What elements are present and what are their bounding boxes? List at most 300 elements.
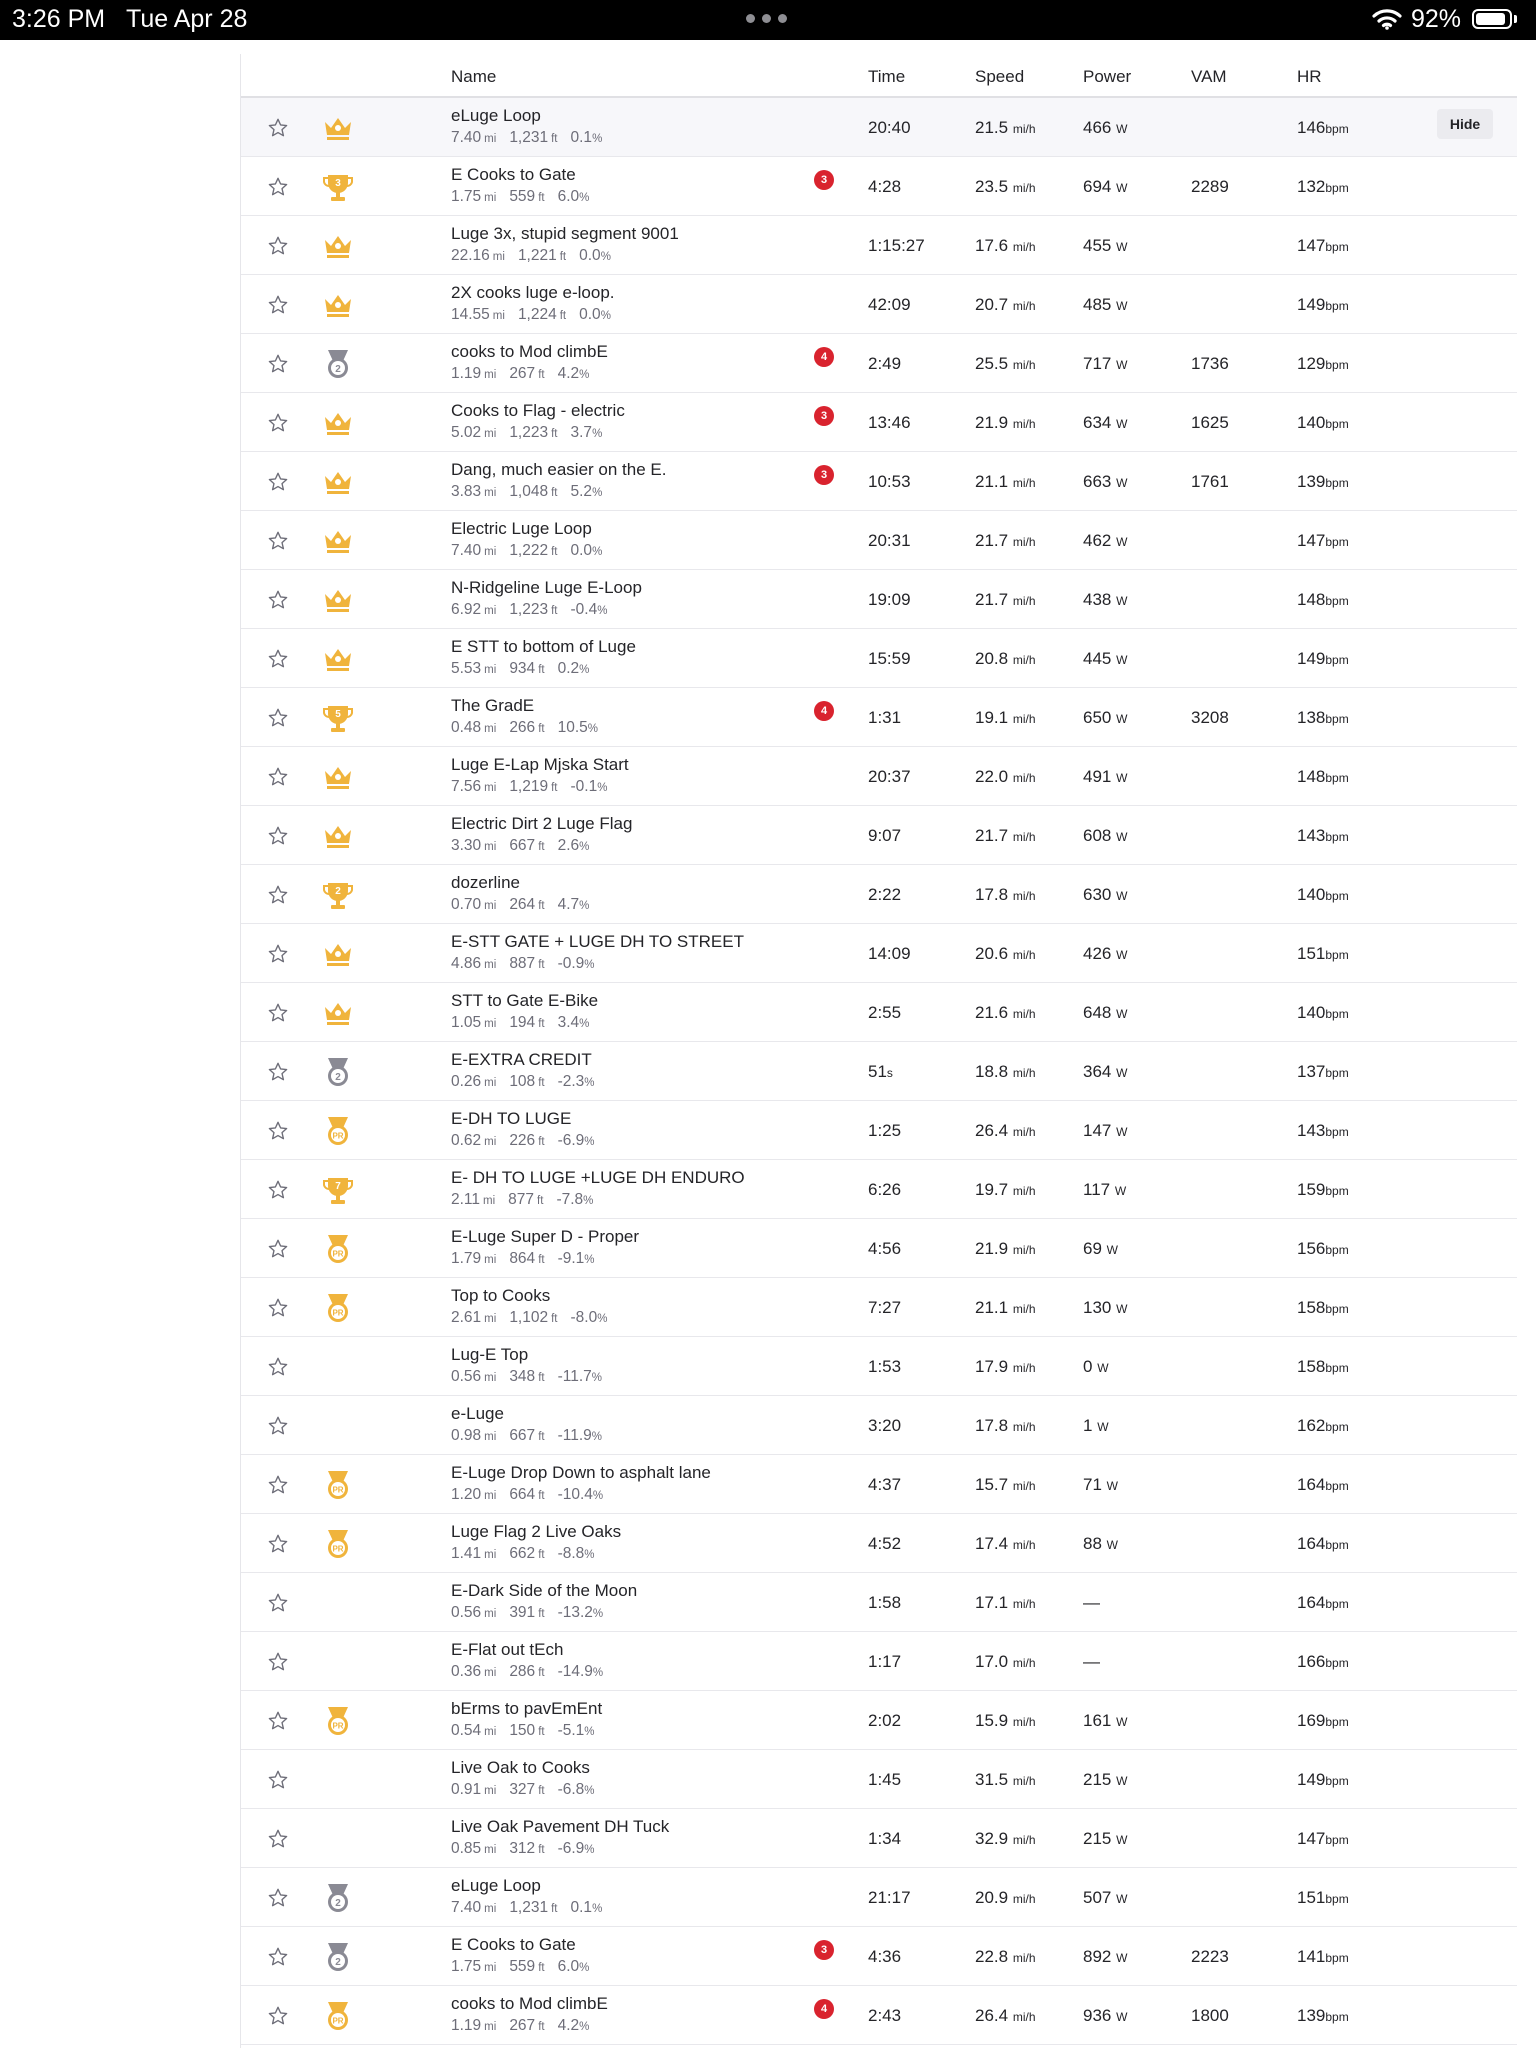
star-icon[interactable] (267, 1828, 289, 1850)
pr-icon (321, 1114, 355, 1148)
star-icon[interactable] (267, 884, 289, 906)
time-value: 1:45 (868, 1770, 902, 1789)
star-icon[interactable] (267, 648, 289, 670)
power-value: 0 W (1083, 1357, 1109, 1376)
star-icon[interactable] (267, 1710, 289, 1732)
hr-value: 147bpm (1297, 531, 1349, 550)
segment-stats: 1.05 mi 194 ft 3.4% (451, 1014, 590, 1031)
star-icon[interactable] (267, 1297, 289, 1319)
table-row[interactable] (241, 1042, 1517, 1101)
star-icon[interactable] (267, 530, 289, 552)
time-value: 4:37 (868, 1475, 902, 1494)
svg-text:2: 2 (335, 1072, 341, 1083)
segment-stats: 0.56 mi 391 ft -13.2% (451, 1604, 604, 1621)
segment-name[interactable]: E-Luge Drop Down to asphalt lane (451, 1463, 711, 1482)
segment-name[interactable]: e-Luge (451, 1404, 504, 1423)
pr-icon (321, 1468, 355, 1502)
power-value: 88 W (1083, 1534, 1118, 1553)
header-time[interactable]: Time (868, 67, 906, 86)
time-value: 1:34 (868, 1829, 902, 1848)
power-value: 438 W (1083, 590, 1128, 609)
segment-stats: 7.56 mi 1,219 ft -0.1% (451, 778, 608, 795)
power-value: 694 W (1083, 177, 1128, 196)
power-value: 147 W (1083, 1121, 1128, 1140)
segment-stats: 3.30 mi 667 ft 2.6% (451, 837, 590, 854)
vam-value: 2223 (1191, 1947, 1229, 1966)
speed-value: 26.4 mi/h (975, 1121, 1036, 1140)
hr-value: 162bpm (1297, 1416, 1349, 1435)
vam-value: 2289 (1191, 177, 1229, 196)
time-value: 1:17 (868, 1652, 902, 1671)
segment-name[interactable]: E STT to bottom of Luge (451, 637, 636, 656)
star-icon[interactable] (267, 2005, 289, 2027)
time-value: 4:52 (868, 1534, 902, 1553)
table-row[interactable] (241, 1691, 1517, 1750)
segment-stats: 7.40 mi 1,231 ft 0.1% (451, 1899, 603, 1916)
table-row[interactable] (241, 570, 1517, 629)
segment-stats: 1.19 mi 267 ft 4.2% (451, 2017, 590, 2034)
segment-name[interactable]: Live Oak Pavement DH Tuck (451, 1817, 670, 1836)
climb-category-badge: 3 (814, 465, 834, 485)
hr-value: 164bpm (1297, 1475, 1349, 1494)
table-row[interactable] (241, 216, 1517, 275)
medal-icon (321, 1940, 355, 1974)
speed-value: 17.9 mi/h (975, 1357, 1036, 1376)
power-value: 608 W (1083, 826, 1128, 845)
segment-name[interactable]: cooks to Mod climbE (451, 1994, 608, 2013)
segment-name[interactable]: eLuge Loop (451, 106, 541, 125)
star-icon[interactable] (267, 1533, 289, 1555)
star-icon[interactable] (267, 1769, 289, 1791)
vam-value: 1761 (1191, 472, 1229, 491)
time-value: 1:58 (868, 1593, 902, 1612)
star-icon[interactable] (267, 176, 289, 198)
segment-name[interactable]: The GradE (451, 696, 535, 715)
star-icon[interactable] (267, 1120, 289, 1142)
segment-name[interactable]: Live Oak to Cooks (451, 1758, 590, 1777)
header-power[interactable]: Power (1083, 67, 1132, 86)
segment-stats: 0.56 mi 348 ft -11.7% (451, 1368, 602, 1385)
speed-value: 23.5 mi/h (975, 177, 1036, 196)
speed-value: 19.7 mi/h (975, 1180, 1036, 1199)
status-date: Tue Apr 28 (126, 5, 248, 33)
pr-icon (321, 1232, 355, 1266)
star-icon[interactable] (267, 117, 289, 139)
table-header (241, 54, 1517, 98)
hr-value: 148bpm (1297, 590, 1349, 609)
time-value: 13:46 (868, 413, 911, 432)
table-row[interactable] (241, 1573, 1517, 1632)
segment-stats: 1.75 mi 559 ft 6.0% (451, 1958, 590, 1975)
crown-icon (321, 111, 355, 145)
vam-value: 1625 (1191, 413, 1229, 432)
speed-value: 20.6 mi/h (975, 944, 1036, 963)
star-icon[interactable] (267, 294, 289, 316)
power-value: 650 W (1083, 708, 1128, 727)
crown-icon (321, 937, 355, 971)
table-row[interactable] (241, 98, 1517, 157)
speed-value: 21.7 mi/h (975, 590, 1036, 609)
crown-icon (321, 524, 355, 558)
power-value: 117 W (1083, 1180, 1127, 1199)
vam-value: 1800 (1191, 2006, 1229, 2025)
speed-value: 21.7 mi/h (975, 826, 1036, 845)
segment-stats: 0.70 mi 264 ft 4.7% (451, 896, 590, 913)
star-icon[interactable] (267, 1002, 289, 1024)
power-value: 507 W (1083, 1888, 1128, 1907)
time-value: 2:22 (868, 885, 902, 904)
hr-value: 159bpm (1297, 1180, 1349, 1199)
hide-button[interactable]: Hide (1437, 109, 1493, 139)
pr-icon (321, 1527, 355, 1561)
time-value: 2:02 (868, 1711, 902, 1730)
speed-value: 32.9 mi/h (975, 1829, 1036, 1848)
hr-value: 137bpm (1297, 1062, 1349, 1081)
time-value: 15:59 (868, 649, 911, 668)
time-value: 20:40 (868, 118, 911, 137)
star-icon[interactable] (267, 412, 289, 434)
time-value: 1:25 (868, 1121, 902, 1140)
speed-value: 22.0 mi/h (975, 767, 1036, 786)
table-row[interactable] (241, 1337, 1517, 1396)
segment-name[interactable]: N-Ridgeline Luge E-Loop (451, 578, 642, 597)
status-bar (0, 0, 1536, 40)
climb-category-badge: 3 (814, 1940, 834, 1960)
segment-stats: 0.85 mi 312 ft -6.9% (451, 1840, 595, 1857)
star-icon[interactable] (267, 1238, 289, 1260)
speed-value: 17.8 mi/h (975, 885, 1036, 904)
hr-value: 164bpm (1297, 1534, 1349, 1553)
hr-value: 140bpm (1297, 885, 1349, 904)
svg-text:PR: PR (332, 1721, 344, 1731)
segment-stats: 7.40 mi 1,222 ft 0.0% (451, 542, 603, 559)
segment-name[interactable]: Lug-E Top (451, 1345, 529, 1364)
header-hr[interactable]: HR (1297, 67, 1322, 86)
star-icon[interactable] (267, 766, 289, 788)
hr-value: 166bpm (1297, 1652, 1349, 1671)
hr-value: 149bpm (1297, 295, 1349, 314)
crown-icon (321, 288, 355, 322)
svg-text:PR: PR (332, 1485, 344, 1495)
speed-value: 21.9 mi/h (975, 413, 1036, 432)
table-row[interactable] (241, 983, 1517, 1042)
speed-value: 21.1 mi/h (975, 472, 1036, 491)
speed-value: 21.5 mi/h (975, 118, 1036, 137)
table-row[interactable] (241, 688, 1517, 747)
time-value: 14:09 (868, 944, 911, 963)
star-icon[interactable] (267, 1651, 289, 1673)
speed-value: 20.7 mi/h (975, 295, 1036, 314)
segment-name[interactable]: E-Luge Super D - Proper (451, 1227, 640, 1246)
power-value: 69 W (1083, 1239, 1118, 1258)
time-value: 21:17 (868, 1888, 911, 1907)
speed-value: 20.8 mi/h (975, 649, 1036, 668)
svg-text:2: 2 (335, 1898, 341, 1909)
segment-name[interactable]: E-STT GATE + LUGE DH TO STREET (451, 932, 744, 951)
svg-text:2: 2 (335, 886, 341, 897)
pr-icon (321, 1999, 355, 2033)
table-row[interactable] (241, 1219, 1517, 1278)
time-value: 1:53 (868, 1357, 902, 1376)
power-value: 630 W (1083, 885, 1128, 904)
segment-stats: 1.19 mi 267 ft 4.2% (451, 365, 590, 382)
vam-value: 1736 (1191, 354, 1229, 373)
star-icon[interactable] (267, 825, 289, 847)
power-value: 445 W (1083, 649, 1128, 668)
battery-percent: 92% (1411, 5, 1462, 33)
status-time: 3:26 PM (12, 5, 106, 33)
power-value: 130 W (1083, 1298, 1128, 1317)
segment-name[interactable]: E-Dark Side of the Moon (451, 1581, 638, 1600)
segment-name[interactable]: E Cooks to Gate (451, 1935, 576, 1954)
climb-category-badge: 3 (814, 406, 834, 426)
table-row[interactable] (241, 1396, 1517, 1455)
segment-stats: 0.91 mi 327 ft -6.8% (451, 1781, 595, 1798)
pr-icon (321, 1291, 355, 1325)
header-vam[interactable]: VAM (1191, 67, 1227, 86)
speed-value: 19.1 mi/h (975, 708, 1036, 727)
trophy-icon (321, 878, 355, 912)
power-value: 161 W (1083, 1711, 1128, 1730)
svg-text:PR: PR (332, 1249, 344, 1259)
power-value: 634 W (1083, 413, 1128, 432)
segment-stats: 4.86 mi 887 ft -0.9% (451, 955, 595, 972)
power-value: 892 W (1083, 1947, 1128, 1966)
segment-name[interactable]: Dang, much easier on the E. (451, 460, 667, 479)
speed-value: 21.9 mi/h (975, 1239, 1036, 1258)
star-icon[interactable] (267, 471, 289, 493)
time-value: 1:15:27 (868, 236, 925, 255)
speed-value: 31.5 mi/h (975, 1770, 1036, 1789)
segments-table (240, 54, 1517, 2048)
power-value: 466 W (1083, 118, 1128, 137)
table-row[interactable] (241, 1927, 1517, 1986)
star-icon[interactable] (267, 1061, 289, 1083)
segment-stats: 0.98 mi 667 ft -11.9% (451, 1427, 602, 1444)
power-value: 71 W (1083, 1475, 1118, 1494)
segment-name[interactable]: Luge E-Lap Mjska Start (451, 755, 629, 774)
time-value: 9:07 (868, 826, 902, 845)
header-speed[interactable]: Speed (975, 67, 1025, 86)
crown-icon (321, 465, 355, 499)
table-row[interactable] (241, 806, 1517, 865)
segment-name[interactable]: Luge 3x, stupid segment 9001 (451, 224, 679, 243)
table-row[interactable] (241, 334, 1517, 393)
speed-value: 17.0 mi/h (975, 1652, 1036, 1671)
table-row[interactable] (241, 747, 1517, 806)
hr-value: 143bpm (1297, 826, 1349, 845)
svg-text:7: 7 (335, 1181, 341, 1192)
time-value: 1:31 (868, 708, 902, 727)
power-value: — (1083, 1593, 1100, 1612)
table-row[interactable] (241, 511, 1517, 570)
star-icon[interactable] (267, 1592, 289, 1614)
star-icon[interactable] (267, 589, 289, 611)
hr-value: 156bpm (1297, 1239, 1349, 1258)
segment-name[interactable]: E-Flat out tEch (451, 1640, 564, 1659)
hr-value: 139bpm (1297, 472, 1349, 491)
power-value: 936 W (1083, 2006, 1128, 2025)
table-row[interactable] (241, 865, 1517, 924)
table-row[interactable] (241, 1632, 1517, 1691)
header-name[interactable]: Name (451, 67, 497, 86)
time-value: 2:49 (868, 354, 902, 373)
vam-value: 3208 (1191, 708, 1229, 727)
segment-stats: 0.36 mi 286 ft -14.9% (451, 1663, 604, 1680)
crown-icon (321, 583, 355, 617)
table-row[interactable] (241, 1986, 1517, 2045)
crown-icon (321, 642, 355, 676)
hr-value: 143bpm (1297, 1121, 1349, 1140)
segment-stats: 6.92 mi 1,223 ft -0.4% (451, 601, 608, 618)
table-row[interactable] (241, 275, 1517, 334)
speed-value: 21.6 mi/h (975, 1003, 1036, 1022)
crown-icon (321, 760, 355, 794)
segment-name[interactable]: bErms to pavEmEnt (451, 1699, 603, 1718)
speed-value: 18.8 mi/h (975, 1062, 1036, 1081)
table-row[interactable] (241, 393, 1517, 452)
segment-stats: 2.61 mi 1,102 ft -8.0% (451, 1309, 608, 1326)
table-row[interactable] (241, 1455, 1517, 1514)
speed-value: 15.9 mi/h (975, 1711, 1036, 1730)
segment-name[interactable]: Electric Luge Loop (451, 519, 592, 538)
star-icon[interactable] (267, 1887, 289, 1909)
hr-value: 148bpm (1297, 767, 1349, 786)
segment-name[interactable]: STT to Gate E-Bike (451, 991, 599, 1010)
time-value: 20:31 (868, 531, 911, 550)
time-value: 19:09 (868, 590, 911, 609)
hr-value: 169bpm (1297, 1711, 1349, 1730)
table-row[interactable] (241, 629, 1517, 688)
segment-name[interactable]: Top to Cooks (451, 1286, 551, 1305)
hr-value: 132bpm (1297, 177, 1349, 196)
segment-stats: 1.75 mi 559 ft 6.0% (451, 188, 590, 205)
segment-name[interactable]: E-EXTRA CREDIT (451, 1050, 592, 1069)
segment-name[interactable]: Cooks to Flag - electric (451, 401, 625, 420)
table-row[interactable] (241, 924, 1517, 983)
power-value: 491 W (1083, 767, 1128, 786)
multitasking-dots-icon[interactable] (746, 14, 787, 23)
time-value: 4:36 (868, 1947, 902, 1966)
speed-value: 17.6 mi/h (975, 236, 1036, 255)
power-value: 485 W (1083, 295, 1128, 314)
hr-value: 149bpm (1297, 649, 1349, 668)
table-row[interactable] (241, 1750, 1517, 1809)
star-icon[interactable] (267, 943, 289, 965)
time-value: 6:26 (868, 1180, 902, 1199)
segment-stats: 22.16 mi 1,221 ft 0.0% (451, 247, 611, 264)
power-value: 455 W (1083, 236, 1128, 255)
trophy-icon (321, 701, 355, 735)
trophy-icon (321, 1173, 355, 1207)
table-row[interactable] (241, 1101, 1517, 1160)
segment-stats: 14.55 mi 1,224 ft 0.0% (451, 306, 611, 323)
svg-text:PR: PR (332, 2016, 344, 2026)
time-value: 2:55 (868, 1003, 902, 1022)
segment-stats: 0.54 mi 150 ft -5.1% (451, 1722, 595, 1739)
svg-text:3: 3 (335, 178, 341, 189)
speed-value: 26.4 mi/h (975, 2006, 1036, 2025)
star-icon[interactable] (267, 235, 289, 257)
segment-stats: 5.02 mi 1,223 ft 3.7% (451, 424, 603, 441)
hr-value: 146bpm (1297, 118, 1349, 137)
pr-icon (321, 1704, 355, 1738)
segment-name[interactable]: Electric Dirt 2 Luge Flag (451, 814, 633, 833)
table-row[interactable] (241, 452, 1517, 511)
power-value: 648 W (1083, 1003, 1128, 1022)
time-value: 3:20 (868, 1416, 902, 1435)
crown-icon (321, 996, 355, 1030)
table-row[interactable] (241, 1809, 1517, 1868)
table-row[interactable] (241, 1868, 1517, 1927)
segment-stats: 5.53 mi 934 ft 0.2% (451, 660, 590, 677)
speed-value: 25.5 mi/h (975, 354, 1036, 373)
star-icon[interactable] (267, 707, 289, 729)
segment-stats: 3.83 mi 1,048 ft 5.2% (451, 483, 603, 500)
table-row[interactable] (241, 157, 1517, 216)
wifi-icon (1372, 8, 1402, 30)
hr-value: 147bpm (1297, 1829, 1349, 1848)
crown-icon (321, 819, 355, 853)
table-row[interactable] (241, 1514, 1517, 1573)
segment-name[interactable]: dozerline (451, 873, 520, 892)
hr-value: 141bpm (1297, 1947, 1349, 1966)
power-value: 717 W (1083, 354, 1128, 373)
speed-value: 17.4 mi/h (975, 1534, 1036, 1553)
hr-value: 164bpm (1297, 1593, 1349, 1612)
table-row[interactable] (241, 1278, 1517, 1337)
hr-value: 140bpm (1297, 413, 1349, 432)
power-value: — (1083, 1652, 1100, 1671)
hr-value: 140bpm (1297, 1003, 1349, 1022)
table-row[interactable] (241, 1160, 1517, 1219)
segment-name[interactable]: E Cooks to Gate (451, 165, 576, 184)
star-icon[interactable] (267, 1415, 289, 1437)
segment-name[interactable]: cooks to Mod climbE (451, 342, 608, 361)
star-icon[interactable] (267, 1356, 289, 1378)
star-icon[interactable] (267, 1474, 289, 1496)
segment-name[interactable]: 2X cooks luge e-loop. (451, 283, 615, 302)
segment-stats: 1.41 mi 662 ft -8.8% (451, 1545, 595, 1562)
speed-value: 21.1 mi/h (975, 1298, 1036, 1317)
speed-value: 17.8 mi/h (975, 1416, 1036, 1435)
speed-value: 20.9 mi/h (975, 1888, 1036, 1907)
time-value: 51s (868, 1062, 893, 1081)
power-value: 215 W (1083, 1770, 1128, 1789)
time-value: 2:43 (868, 2006, 902, 2025)
svg-text:2: 2 (335, 364, 341, 375)
star-icon[interactable] (267, 1946, 289, 1968)
power-value: 215 W (1083, 1829, 1128, 1848)
time-value: 7:27 (868, 1298, 902, 1317)
power-value: 462 W (1083, 531, 1128, 550)
segment-name[interactable]: E-DH TO LUGE (451, 1109, 572, 1128)
speed-value: 15.7 mi/h (975, 1475, 1036, 1494)
segment-stats: 2.11 mi 877 ft -7.8% (451, 1191, 594, 1208)
segment-name[interactable]: E- DH TO LUGE +LUGE DH ENDURO (451, 1168, 745, 1187)
star-icon[interactable] (267, 1179, 289, 1201)
medal-icon (321, 1055, 355, 1089)
battery-icon (1472, 9, 1512, 29)
segment-name[interactable]: Luge Flag 2 Live Oaks (451, 1522, 622, 1541)
segment-stats: 1.79 mi 864 ft -9.1% (451, 1250, 595, 1267)
svg-text:5: 5 (335, 709, 341, 720)
segment-name[interactable]: eLuge Loop (451, 1876, 541, 1895)
star-icon[interactable] (267, 353, 289, 375)
segment-stats: 7.40 mi 1,231 ft 0.1% (451, 129, 603, 146)
climb-category-badge: 4 (814, 347, 834, 367)
power-value: 426 W (1083, 944, 1128, 963)
